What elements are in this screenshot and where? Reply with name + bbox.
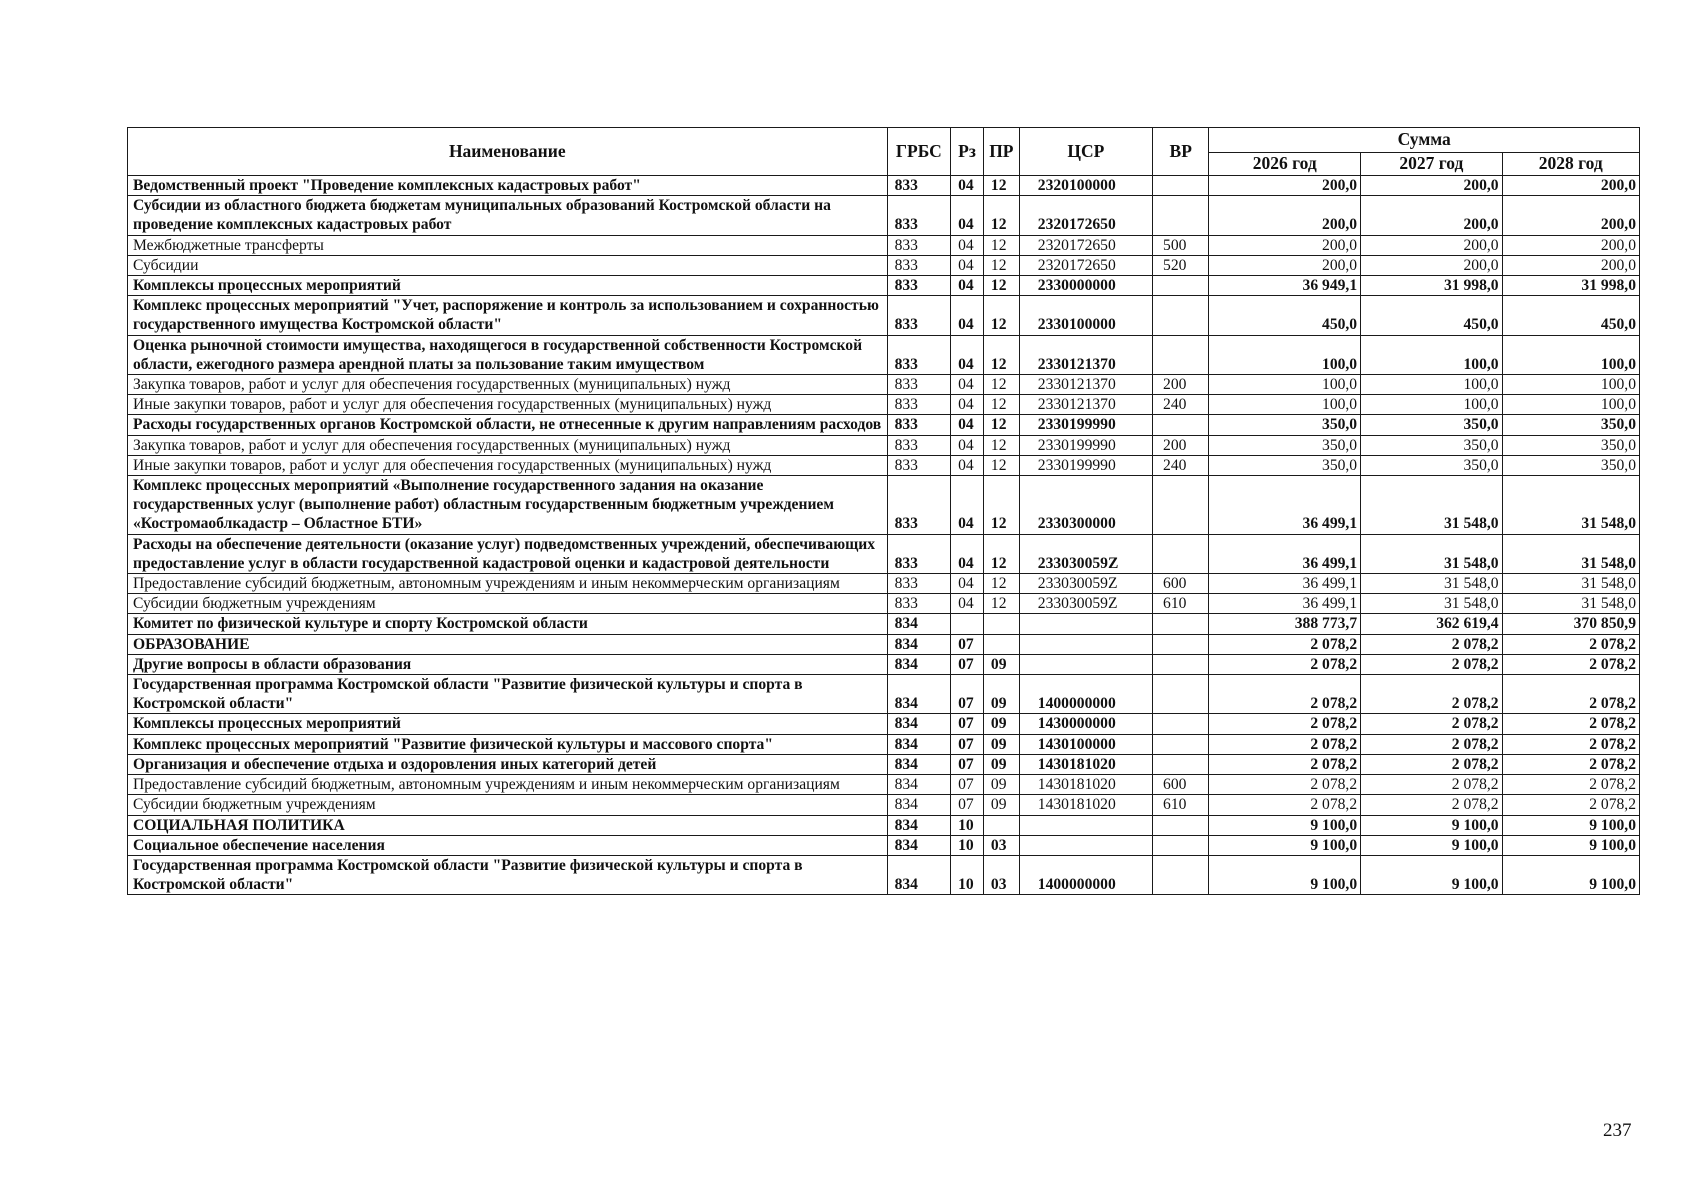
amount-2026-cell: 2 078,2 <box>1209 654 1361 674</box>
grbs-cell: 833 <box>887 335 951 374</box>
amount-2026-cell: 2 078,2 <box>1209 754 1361 774</box>
row-name-cell: Другие вопросы в области образования <box>128 654 888 674</box>
rz-cell: 04 <box>951 435 984 455</box>
rz-cell: 07 <box>951 795 984 815</box>
amount-2027-cell: 362 619,4 <box>1361 614 1502 634</box>
csr-cell: 2320172650 <box>1019 196 1152 235</box>
amount-2026-cell: 100,0 <box>1209 335 1361 374</box>
vr-cell <box>1153 634 1209 654</box>
amount-2027-cell: 31 548,0 <box>1361 594 1502 614</box>
vr-cell: 600 <box>1153 574 1209 594</box>
header-csr: ЦСР <box>1019 128 1152 176</box>
table-row <box>128 534 1640 573</box>
vr-cell: 200 <box>1153 375 1209 395</box>
amount-2027-cell: 200,0 <box>1361 176 1502 196</box>
table-row <box>128 775 1640 795</box>
amount-2028-cell: 350,0 <box>1502 415 1639 435</box>
amount-2026-cell: 200,0 <box>1209 196 1361 235</box>
pr-cell <box>983 815 1019 835</box>
vr-cell <box>1153 276 1209 296</box>
csr-cell <box>1019 614 1152 634</box>
amount-2026-cell: 2 078,2 <box>1209 714 1361 734</box>
table-row <box>128 675 1640 714</box>
row-name-cell: Субсидии из областного бюджета бюджетам муниципальных образований Костромской области на проведение комплексных кадастровых работ <box>128 196 888 235</box>
pr-cell <box>983 614 1019 634</box>
amount-2027-cell: 31 548,0 <box>1361 574 1502 594</box>
table-body <box>128 176 1640 895</box>
table-row <box>128 196 1640 235</box>
table-row <box>128 594 1640 614</box>
amount-2026-cell: 2 078,2 <box>1209 675 1361 714</box>
amount-2026-cell: 2 078,2 <box>1209 634 1361 654</box>
grbs-cell: 834 <box>887 835 951 855</box>
vr-cell <box>1153 714 1209 734</box>
vr-cell: 520 <box>1153 255 1209 275</box>
table-row <box>128 795 1640 815</box>
csr-cell <box>1019 835 1152 855</box>
amount-2028-cell: 350,0 <box>1502 435 1639 455</box>
vr-cell <box>1153 754 1209 774</box>
row-name-cell: Комплексы процессных мероприятий <box>128 714 888 734</box>
rz-cell: 04 <box>951 574 984 594</box>
rz-cell: 07 <box>951 634 984 654</box>
header-pr: ПР <box>983 128 1019 176</box>
rz-cell: 04 <box>951 395 984 415</box>
grbs-cell: 834 <box>887 855 951 894</box>
rz-cell: 04 <box>951 235 984 255</box>
rz-cell: 07 <box>951 714 984 734</box>
amount-2026-cell: 200,0 <box>1209 176 1361 196</box>
vr-cell <box>1153 835 1209 855</box>
pr-cell: 09 <box>983 675 1019 714</box>
page-number: 237 <box>1603 1120 1632 1141</box>
row-name-cell: Расходы государственных органов Костромской области, не отнесенные к другим направлениям расходов <box>128 415 888 435</box>
pr-cell: 03 <box>983 855 1019 894</box>
amount-2027-cell: 2 078,2 <box>1361 775 1502 795</box>
amount-2027-cell: 2 078,2 <box>1361 675 1502 714</box>
amount-2027-cell: 350,0 <box>1361 415 1502 435</box>
row-name-cell: Социальное обеспечение населения <box>128 835 888 855</box>
vr-cell <box>1153 335 1209 374</box>
row-name-cell: Комитет по физической культуре и спорту Костромской области <box>128 614 888 634</box>
amount-2027-cell: 450,0 <box>1361 296 1502 335</box>
amount-2027-cell: 2 078,2 <box>1361 734 1502 754</box>
pr-cell: 12 <box>983 574 1019 594</box>
row-name-cell: Субсидии <box>128 255 888 275</box>
table-row <box>128 614 1640 634</box>
table-row <box>128 855 1640 894</box>
pr-cell: 09 <box>983 775 1019 795</box>
pr-cell: 12 <box>983 375 1019 395</box>
rz-cell: 07 <box>951 754 984 774</box>
pr-cell: 03 <box>983 835 1019 855</box>
amount-2028-cell: 370 850,9 <box>1502 614 1639 634</box>
grbs-cell: 834 <box>887 634 951 654</box>
grbs-cell: 833 <box>887 176 951 196</box>
amount-2028-cell: 2 078,2 <box>1502 734 1639 754</box>
table-row <box>128 296 1640 335</box>
amount-2026-cell: 36 499,1 <box>1209 594 1361 614</box>
amount-2026-cell: 100,0 <box>1209 395 1361 415</box>
amount-2028-cell: 31 998,0 <box>1502 276 1639 296</box>
amount-2028-cell: 2 078,2 <box>1502 775 1639 795</box>
amount-2028-cell: 2 078,2 <box>1502 634 1639 654</box>
row-name-cell: Государственная программа Костромской области "Развитие физической культуры и спорта в Костромской области" <box>128 855 888 894</box>
vr-cell <box>1153 296 1209 335</box>
vr-cell: 610 <box>1153 795 1209 815</box>
table-row <box>128 654 1640 674</box>
table-row <box>128 435 1640 455</box>
table-row <box>128 255 1640 275</box>
header-year-2027: 2027 год <box>1361 153 1502 176</box>
table-row <box>128 634 1640 654</box>
amount-2026-cell: 9 100,0 <box>1209 835 1361 855</box>
row-name-cell: Расходы на обеспечение деятельности (оказание услуг) подведомственных учреждений, обеспечивающих предоставление услуг в области государственной кадастровой оценки и кадастровой деятельности <box>128 534 888 573</box>
amount-2027-cell: 9 100,0 <box>1361 855 1502 894</box>
grbs-cell: 833 <box>887 415 951 435</box>
amount-2026-cell: 450,0 <box>1209 296 1361 335</box>
row-name-cell: Государственная программа Костромской области "Развитие физической культуры и спорта в Костромской области" <box>128 675 888 714</box>
csr-cell: 1430181020 <box>1019 795 1152 815</box>
vr-cell: 200 <box>1153 435 1209 455</box>
grbs-cell: 833 <box>887 594 951 614</box>
table-row <box>128 476 1640 535</box>
amount-2026-cell: 9 100,0 <box>1209 855 1361 894</box>
row-name-cell: Закупка товаров, работ и услуг для обеспечения государственных (муниципальных) нужд <box>128 375 888 395</box>
row-name-cell: Комплекс процессных мероприятий «Выполнение государственного задания на оказание государственных услуг (выполнение работ) областным государственным бюджетным учреждением «Костромаоблкадастр – Областное БТИ» <box>128 476 888 535</box>
vr-cell <box>1153 476 1209 535</box>
vr-cell <box>1153 815 1209 835</box>
rz-cell: 04 <box>951 455 984 475</box>
pr-cell: 12 <box>983 276 1019 296</box>
csr-cell: 2330300000 <box>1019 476 1152 535</box>
amount-2027-cell: 100,0 <box>1361 395 1502 415</box>
row-name-cell: Иные закупки товаров, работ и услуг для обеспечения государственных (муниципальных) нужд <box>128 455 888 475</box>
csr-cell: 233030059Z <box>1019 534 1152 573</box>
rz-cell: 04 <box>951 276 984 296</box>
grbs-cell: 833 <box>887 476 951 535</box>
csr-cell: 2330121370 <box>1019 395 1152 415</box>
grbs-cell: 834 <box>887 775 951 795</box>
amount-2028-cell: 2 078,2 <box>1502 654 1639 674</box>
rz-cell: 04 <box>951 375 984 395</box>
grbs-cell: 834 <box>887 675 951 714</box>
row-name-cell: ОБРАЗОВАНИЕ <box>128 634 888 654</box>
pr-cell: 12 <box>983 176 1019 196</box>
header-name: Наименование <box>128 128 888 176</box>
row-name-cell: Предоставление субсидий бюджетным, автономным учреждениям и иным некоммерческим организациям <box>128 775 888 795</box>
amount-2026-cell: 350,0 <box>1209 415 1361 435</box>
rz-cell: 04 <box>951 476 984 535</box>
table-row <box>128 335 1640 374</box>
amount-2026-cell: 36 949,1 <box>1209 276 1361 296</box>
row-name-cell: Предоставление субсидий бюджетным, автономным учреждениям и иным некоммерческим организациям <box>128 574 888 594</box>
rz-cell: 07 <box>951 675 984 714</box>
csr-cell: 2320172650 <box>1019 235 1152 255</box>
amount-2027-cell: 31 548,0 <box>1361 534 1502 573</box>
vr-cell: 240 <box>1153 455 1209 475</box>
amount-2027-cell: 2 078,2 <box>1361 654 1502 674</box>
pr-cell <box>983 634 1019 654</box>
pr-cell: 09 <box>983 714 1019 734</box>
vr-cell <box>1153 675 1209 714</box>
grbs-cell: 833 <box>887 435 951 455</box>
table-row <box>128 455 1640 475</box>
csr-cell: 1430100000 <box>1019 734 1152 754</box>
amount-2028-cell: 9 100,0 <box>1502 855 1639 894</box>
pr-cell: 12 <box>983 255 1019 275</box>
pr-cell: 12 <box>983 196 1019 235</box>
row-name-cell: Ведомственный проект "Проведение комплексных кадастровых работ" <box>128 176 888 196</box>
amount-2028-cell: 100,0 <box>1502 375 1639 395</box>
table-row <box>128 815 1640 835</box>
rz-cell: 04 <box>951 255 984 275</box>
pr-cell: 12 <box>983 395 1019 415</box>
vr-cell <box>1153 734 1209 754</box>
vr-cell <box>1153 415 1209 435</box>
amount-2026-cell: 200,0 <box>1209 235 1361 255</box>
grbs-cell: 833 <box>887 375 951 395</box>
table-row <box>128 734 1640 754</box>
csr-cell: 233030059Z <box>1019 594 1152 614</box>
pr-cell: 12 <box>983 335 1019 374</box>
amount-2028-cell: 2 078,2 <box>1502 795 1639 815</box>
csr-cell: 1430181020 <box>1019 754 1152 774</box>
amount-2028-cell: 200,0 <box>1502 176 1639 196</box>
grbs-cell: 834 <box>887 734 951 754</box>
grbs-cell: 834 <box>887 714 951 734</box>
amount-2028-cell: 100,0 <box>1502 395 1639 415</box>
csr-cell: 2330000000 <box>1019 276 1152 296</box>
pr-cell: 09 <box>983 734 1019 754</box>
rz-cell: 10 <box>951 815 984 835</box>
header-vr: ВР <box>1153 128 1209 176</box>
amount-2026-cell: 9 100,0 <box>1209 815 1361 835</box>
row-name-cell: Субсидии бюджетным учреждениям <box>128 795 888 815</box>
amount-2028-cell: 450,0 <box>1502 296 1639 335</box>
table-row <box>128 395 1640 415</box>
amount-2028-cell: 350,0 <box>1502 455 1639 475</box>
csr-cell: 2320100000 <box>1019 176 1152 196</box>
row-name-cell: Закупка товаров, работ и услуг для обеспечения государственных (муниципальных) нужд <box>128 435 888 455</box>
amount-2028-cell: 100,0 <box>1502 335 1639 374</box>
amount-2028-cell: 2 078,2 <box>1502 754 1639 774</box>
amount-2027-cell: 9 100,0 <box>1361 815 1502 835</box>
amount-2026-cell: 2 078,2 <box>1209 775 1361 795</box>
amount-2026-cell: 350,0 <box>1209 435 1361 455</box>
rz-cell: 04 <box>951 296 984 335</box>
amount-2027-cell: 200,0 <box>1361 196 1502 235</box>
amount-2026-cell: 36 499,1 <box>1209 476 1361 535</box>
pr-cell: 12 <box>983 415 1019 435</box>
vr-cell <box>1153 855 1209 894</box>
grbs-cell: 833 <box>887 296 951 335</box>
amount-2027-cell: 2 078,2 <box>1361 634 1502 654</box>
row-name-cell: Субсидии бюджетным учреждениям <box>128 594 888 614</box>
rz-cell <box>951 614 984 634</box>
vr-cell: 600 <box>1153 775 1209 795</box>
row-name-cell: Комплексы процессных мероприятий <box>128 276 888 296</box>
rz-cell: 04 <box>951 415 984 435</box>
row-name-cell: Организация и обеспечение отдыха и оздоровления иных категорий детей <box>128 754 888 774</box>
rz-cell: 07 <box>951 734 984 754</box>
vr-cell: 610 <box>1153 594 1209 614</box>
csr-cell <box>1019 634 1152 654</box>
amount-2028-cell: 31 548,0 <box>1502 534 1639 573</box>
amount-2028-cell: 2 078,2 <box>1502 675 1639 714</box>
rz-cell: 10 <box>951 855 984 894</box>
amount-2027-cell: 2 078,2 <box>1361 714 1502 734</box>
csr-cell: 2330199990 <box>1019 435 1152 455</box>
pr-cell: 12 <box>983 534 1019 573</box>
row-name-cell: Комплекс процессных мероприятий "Развитие физической культуры и массового спорта" <box>128 734 888 754</box>
amount-2026-cell: 200,0 <box>1209 255 1361 275</box>
grbs-cell: 833 <box>887 574 951 594</box>
pr-cell: 12 <box>983 235 1019 255</box>
csr-cell: 1430181020 <box>1019 775 1152 795</box>
amount-2027-cell: 9 100,0 <box>1361 835 1502 855</box>
pr-cell: 12 <box>983 296 1019 335</box>
amount-2028-cell: 31 548,0 <box>1502 476 1639 535</box>
table-row <box>128 574 1640 594</box>
grbs-cell: 833 <box>887 235 951 255</box>
amount-2027-cell: 2 078,2 <box>1361 795 1502 815</box>
vr-cell: 240 <box>1153 395 1209 415</box>
grbs-cell: 833 <box>887 455 951 475</box>
csr-cell: 2330199990 <box>1019 415 1152 435</box>
amount-2026-cell: 100,0 <box>1209 375 1361 395</box>
vr-cell: 500 <box>1153 235 1209 255</box>
amount-2026-cell: 2 078,2 <box>1209 734 1361 754</box>
pr-cell: 12 <box>983 455 1019 475</box>
amount-2028-cell: 2 078,2 <box>1502 714 1639 734</box>
grbs-cell: 833 <box>887 276 951 296</box>
pr-cell: 12 <box>983 594 1019 614</box>
header-year-2026: 2026 год <box>1209 153 1361 176</box>
header-sum: Сумма <box>1209 128 1640 153</box>
amount-2027-cell: 200,0 <box>1361 255 1502 275</box>
rz-cell: 07 <box>951 654 984 674</box>
vr-cell <box>1153 176 1209 196</box>
amount-2028-cell: 31 548,0 <box>1502 574 1639 594</box>
amount-2027-cell: 350,0 <box>1361 455 1502 475</box>
csr-cell <box>1019 815 1152 835</box>
amount-2026-cell: 388 773,7 <box>1209 614 1361 634</box>
amount-2027-cell: 350,0 <box>1361 435 1502 455</box>
grbs-cell: 834 <box>887 815 951 835</box>
amount-2026-cell: 36 499,1 <box>1209 574 1361 594</box>
rz-cell: 07 <box>951 775 984 795</box>
table-header <box>128 128 1640 176</box>
amount-2027-cell: 31 998,0 <box>1361 276 1502 296</box>
pr-cell: 12 <box>983 435 1019 455</box>
amount-2026-cell: 350,0 <box>1209 455 1361 475</box>
vr-cell <box>1153 654 1209 674</box>
amount-2026-cell: 36 499,1 <box>1209 534 1361 573</box>
row-name-cell: СОЦИАЛЬНАЯ ПОЛИТИКА <box>128 815 888 835</box>
amount-2028-cell: 9 100,0 <box>1502 815 1639 835</box>
csr-cell: 1430000000 <box>1019 714 1152 734</box>
rz-cell: 04 <box>951 176 984 196</box>
amount-2027-cell: 31 548,0 <box>1361 476 1502 535</box>
table-row <box>128 176 1640 196</box>
amount-2027-cell: 100,0 <box>1361 335 1502 374</box>
amount-2026-cell: 2 078,2 <box>1209 795 1361 815</box>
amount-2028-cell: 200,0 <box>1502 235 1639 255</box>
rz-cell: 04 <box>951 594 984 614</box>
pr-cell: 09 <box>983 654 1019 674</box>
grbs-cell: 834 <box>887 614 951 634</box>
header-rz: Рз <box>951 128 984 176</box>
row-name-cell: Оценка рыночной стоимости имущества, находящегося в государственной собственности Костромской области, ежегодного размера арендной платы за пользование таким имуществом <box>128 335 888 374</box>
csr-cell: 1400000000 <box>1019 675 1152 714</box>
table-row <box>128 754 1640 774</box>
csr-cell <box>1019 654 1152 674</box>
rz-cell: 04 <box>951 534 984 573</box>
vr-cell <box>1153 534 1209 573</box>
table-row <box>128 375 1640 395</box>
csr-cell: 2330121370 <box>1019 375 1152 395</box>
table-row <box>128 235 1640 255</box>
vr-cell <box>1153 196 1209 235</box>
amount-2028-cell: 200,0 <box>1502 255 1639 275</box>
grbs-cell: 833 <box>887 395 951 415</box>
pr-cell: 09 <box>983 754 1019 774</box>
grbs-cell: 833 <box>887 255 951 275</box>
row-name-cell: Межбюджетные трансферты <box>128 235 888 255</box>
budget-table <box>127 127 1640 895</box>
row-name-cell: Комплекс процессных мероприятий "Учет, распоряжение и контроль за использованием и сохранностью государственного имущества Костромской области" <box>128 296 888 335</box>
grbs-cell: 833 <box>887 196 951 235</box>
table-row <box>128 276 1640 296</box>
table-row <box>128 415 1640 435</box>
csr-cell: 1400000000 <box>1019 855 1152 894</box>
grbs-cell: 834 <box>887 754 951 774</box>
pr-cell: 09 <box>983 795 1019 815</box>
rz-cell: 04 <box>951 196 984 235</box>
pr-cell: 12 <box>983 476 1019 535</box>
rz-cell: 10 <box>951 835 984 855</box>
amount-2028-cell: 9 100,0 <box>1502 835 1639 855</box>
csr-cell: 2330100000 <box>1019 296 1152 335</box>
row-name-cell: Иные закупки товаров, работ и услуг для обеспечения государственных (муниципальных) нужд <box>128 395 888 415</box>
grbs-cell: 834 <box>887 795 951 815</box>
csr-cell: 2320172650 <box>1019 255 1152 275</box>
csr-cell: 2330199990 <box>1019 455 1152 475</box>
grbs-cell: 834 <box>887 654 951 674</box>
table-row <box>128 714 1640 734</box>
csr-cell: 2330121370 <box>1019 335 1152 374</box>
grbs-cell: 833 <box>887 534 951 573</box>
amount-2027-cell: 200,0 <box>1361 235 1502 255</box>
amount-2028-cell: 31 548,0 <box>1502 594 1639 614</box>
amount-2027-cell: 2 078,2 <box>1361 754 1502 774</box>
csr-cell: 233030059Z <box>1019 574 1152 594</box>
amount-2028-cell: 200,0 <box>1502 196 1639 235</box>
header-year-2028: 2028 год <box>1502 153 1639 176</box>
rz-cell: 04 <box>951 335 984 374</box>
header-grbs: ГРБС <box>887 128 951 176</box>
table-row <box>128 835 1640 855</box>
amount-2027-cell: 100,0 <box>1361 375 1502 395</box>
vr-cell <box>1153 614 1209 634</box>
